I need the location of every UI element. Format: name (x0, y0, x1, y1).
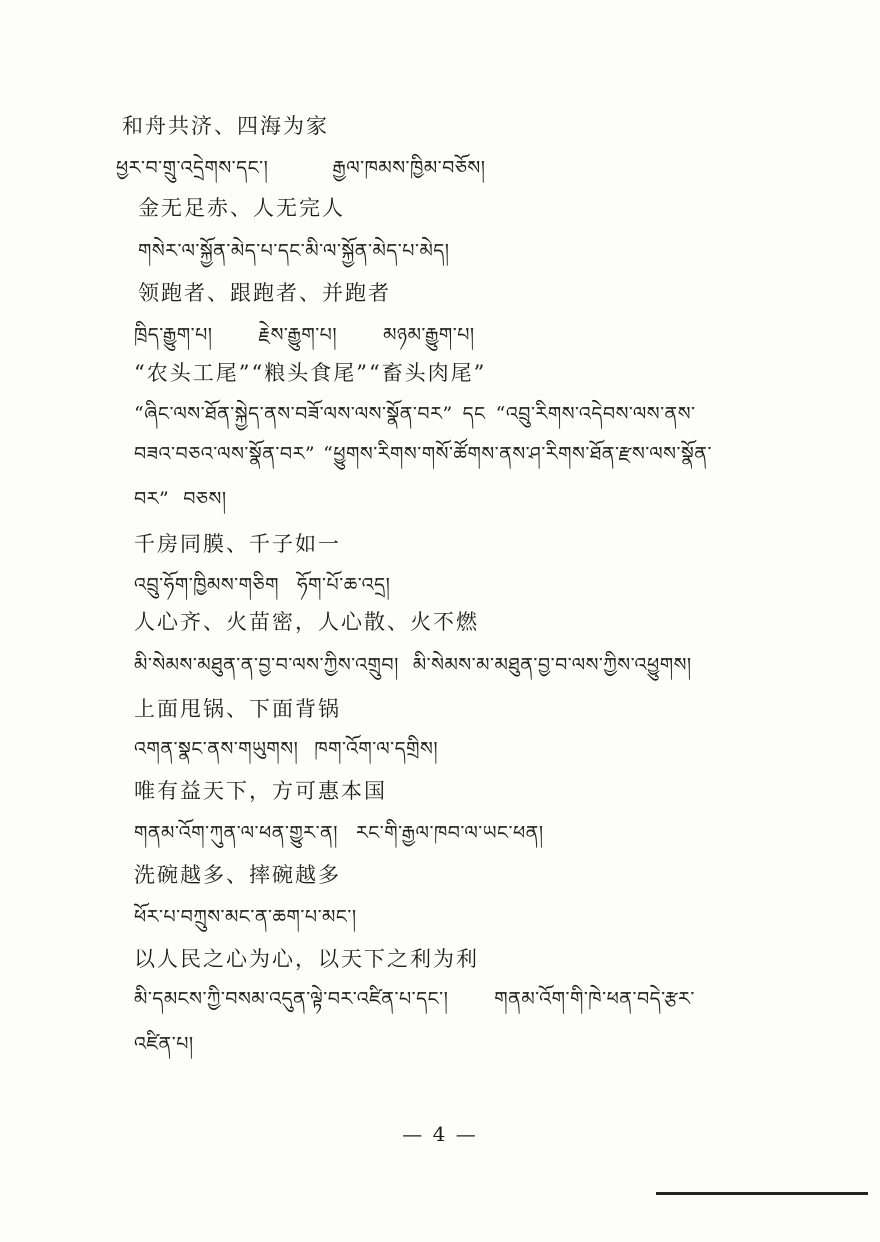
tibetan-translation: བཟའ་བཅའ་ལས་སྣོན་བར” “ཕྱུགས་རིགས་གསོ་ཚོགས་ནས་ཤ་རིགས་ཐོན་རྫས་ལས་སྣོན་ (134, 443, 712, 465)
tibetan-translation: འཛིན་པ། (134, 1033, 194, 1055)
chinese-phrase: 洗碗越多、摔碗越多 (134, 863, 341, 887)
page-number: — 4 — (402, 1122, 478, 1146)
tibetan-translation: “ཞིང་ལས་ཐོན་སྐྱེད་ནས་བཟོ་ལས་ལས་སྣོན་བར” དང “འབྲུ་རིགས་འདེབས་ལས་ནས་ (134, 403, 696, 425)
chinese-phrase: 上面甩锅、下面背锅 (134, 697, 341, 721)
chinese-phrase: 领跑者、跟跑者、并跑者 (138, 281, 391, 305)
tibetan-translation: གསེར་ལ་སྐྱོན་མེད་པ་དང་མི་ལ་སྐྱོན་མེད་པ་མེད། (138, 240, 450, 262)
chinese-phrase: 千房同膜、千子如一 (134, 532, 341, 556)
tibetan-translation: མི་སེམས་མཐུན་ན་བྱ་བ་ལས་ཀྱིས་འགྲུབ། མི་སེམས་མ་མཐུན་བྱ་བ་ལས་ཀྱིས་འཕྱུགས། (134, 654, 692, 676)
tibetan-translation: གནམ་འོག་ཀུན་ལ་ཕན་གྱུར་ན། རང་གི་རྒྱལ་ཁབ་ལ་ཡང་ཕན། (134, 822, 544, 844)
tibetan-translation: འགན་སྣང་ནས་གཡུགས། ཁག་འོག་ལ་དགྲིས། (134, 738, 439, 760)
chinese-phrase: 以人民之心为心，以天下之利为利 (134, 947, 479, 971)
tibetan-translation: བར” བཅས། (134, 488, 227, 510)
tibetan-translation: ཁྲིད་རྒྱུག་པ། རྗེས་རྒྱུག་པ། མཉམ་རྒྱུག་པ། (134, 324, 475, 346)
chinese-phrase: 金无足赤、人无完人 (138, 196, 345, 220)
tibetan-translation: ཕོར་པ་བཀྲུས་མང་ན་ཆག་པ་མང་། (134, 906, 357, 928)
chinese-phrase: “农头工尾”“粮头食尾”“畜头肉尾” (134, 361, 487, 385)
chinese-phrase: 和舟共济、四海为家 (122, 114, 329, 138)
tibetan-translation: མི་དམངས་ཀྱི་བསམ་འདུན་ལྟེ་བར་འཛིན་པ་དང་། གནམ་འོག་གི་ཁེ་ཕན་བདེ་རྩར་ (134, 988, 695, 1010)
chinese-phrase: 人心齐、火苗密，人心散、火不燃 (134, 610, 479, 634)
chinese-phrase: 唯有益天下，方可惠本国 (134, 779, 387, 803)
tibetan-translation: ཕྱར་བ་གྲུ་འདྲེགས་དང་། རྒྱལ་ཁམས་ཁྱིམ་བཅོས། (116, 157, 486, 179)
footer-rule (656, 1192, 868, 1195)
tibetan-translation: འབྲུ་ཧོག་ཁྱིམས་གཅིག ཧོག་པོ་ཆ་འདྲ། (134, 574, 391, 596)
